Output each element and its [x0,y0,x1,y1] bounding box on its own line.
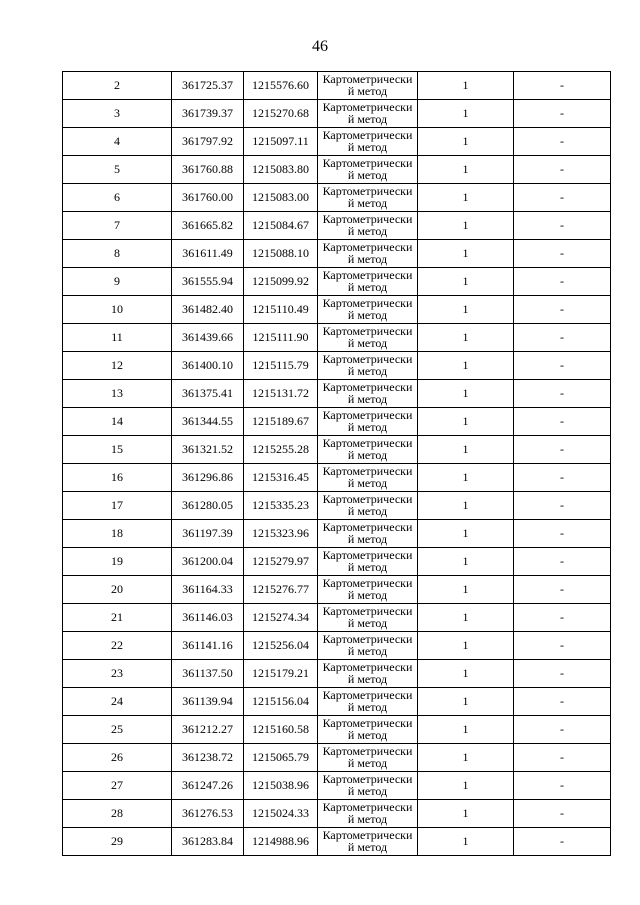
coordinates-table-body [63,72,611,856]
value-cell: 1 [418,492,514,520]
value-cell: 1 [418,352,514,380]
method-cell [318,408,418,436]
method-cell [318,604,418,632]
mark-cell: - [514,800,611,828]
point-number-cell: 23 [63,660,172,688]
method-cell [318,800,418,828]
method-text: Картометрически [322,800,413,814]
method-text: й метод [347,616,388,630]
x-coordinate-cell: 361200.04 [172,548,244,576]
method-cell [318,72,418,100]
point-number-cell: 13 [63,380,172,408]
method-text: й метод [347,224,388,238]
x-coordinate-cell: 361137.50 [172,660,244,688]
mark-cell: - [514,324,611,352]
mark-cell: - [514,716,611,744]
coordinates-table [62,71,611,856]
table-row [63,296,611,324]
method-cell [318,464,418,492]
table-row [63,128,611,156]
x-coordinate-cell: 361439.66 [172,324,244,352]
method-text: й метод [347,364,388,378]
method-text: Картометрически [322,184,413,198]
mark-cell: - [514,212,611,240]
x-coordinate-cell: 361276.53 [172,800,244,828]
x-coordinate-cell: 361197.39 [172,520,244,548]
mark-cell: - [514,632,611,660]
table-row [63,184,611,212]
value-cell: 1 [418,632,514,660]
method-text: й метод [347,588,388,602]
x-coordinate-cell: 361321.52 [172,436,244,464]
method-text: й метод [347,196,388,210]
point-number-cell: 22 [63,632,172,660]
table-row [63,156,611,184]
method-cell [318,772,418,800]
point-number-cell: 17 [63,492,172,520]
point-number-cell: 8 [63,240,172,268]
point-number-cell: 28 [63,800,172,828]
x-coordinate-cell: 361665.82 [172,212,244,240]
table-row [63,240,611,268]
point-number-cell: 18 [63,520,172,548]
x-coordinate-cell: 361400.10 [172,352,244,380]
mark-cell: - [514,520,611,548]
table-row [63,800,611,828]
method-cell [318,492,418,520]
y-coordinate-cell: 1215270.68 [244,100,318,128]
method-text: Картометрически [322,128,413,142]
value-cell: 1 [418,604,514,632]
y-coordinate-cell: 1215316.45 [244,464,318,492]
point-number-cell: 11 [63,324,172,352]
mark-cell: - [514,156,611,184]
y-coordinate-cell: 1215276.77 [244,576,318,604]
point-number-cell: 29 [63,828,172,856]
x-coordinate-cell: 361146.03 [172,604,244,632]
table-row [63,716,611,744]
table-row [63,380,611,408]
method-text: Картометрически [322,408,413,422]
method-text: Картометрически [322,716,413,730]
method-text: й метод [347,784,388,798]
value-cell: 1 [418,828,514,856]
table-row [63,744,611,772]
method-cell [318,380,418,408]
method-text: й метод [347,476,388,490]
method-cell [318,520,418,548]
method-text: Картометрически [322,660,413,674]
method-text: Картометрически [322,464,413,478]
method-text: Картометрически [322,324,413,338]
table-row [63,72,611,100]
y-coordinate-cell: 1215099.92 [244,268,318,296]
value-cell: 1 [418,156,514,184]
x-coordinate-cell: 361725.37 [172,72,244,100]
table-row [63,548,611,576]
method-text: Картометрически [322,72,413,86]
method-cell [318,268,418,296]
y-coordinate-cell: 1215084.67 [244,212,318,240]
value-cell: 1 [418,72,514,100]
point-number-cell: 3 [63,100,172,128]
y-coordinate-cell: 1215083.80 [244,156,318,184]
x-coordinate-cell: 361739.37 [172,100,244,128]
x-coordinate-cell: 361482.40 [172,296,244,324]
method-text: Картометрически [322,352,413,366]
point-number-cell: 16 [63,464,172,492]
point-number-cell: 5 [63,156,172,184]
y-coordinate-cell: 1215156.04 [244,688,318,716]
y-coordinate-cell: 1215110.49 [244,296,318,324]
y-coordinate-cell: 1215111.90 [244,324,318,352]
method-cell [318,352,418,380]
mark-cell: - [514,72,611,100]
point-number-cell: 10 [63,296,172,324]
page-number: 46 [312,38,328,55]
table-row [63,212,611,240]
method-text: й метод [347,392,388,406]
mark-cell: - [514,828,611,856]
method-text: Картометрически [322,436,413,450]
y-coordinate-cell: 1215274.34 [244,604,318,632]
mark-cell: - [514,184,611,212]
table-row [63,604,611,632]
mark-cell: - [514,772,611,800]
value-cell: 1 [418,660,514,688]
table-row [63,464,611,492]
mark-cell: - [514,128,611,156]
value-cell: 1 [418,688,514,716]
x-coordinate-cell: 361296.86 [172,464,244,492]
point-number-cell: 19 [63,548,172,576]
y-coordinate-cell: 1215088.10 [244,240,318,268]
point-number-cell: 9 [63,268,172,296]
method-text: Картометрически [322,548,413,562]
value-cell: 1 [418,128,514,156]
value-cell: 1 [418,296,514,324]
x-coordinate-cell: 361555.94 [172,268,244,296]
y-coordinate-cell: 1215576.60 [244,72,318,100]
y-coordinate-cell: 1215179.21 [244,660,318,688]
x-coordinate-cell: 361280.05 [172,492,244,520]
y-coordinate-cell: 1215065.79 [244,744,318,772]
value-cell: 1 [418,184,514,212]
x-coordinate-cell: 361760.88 [172,156,244,184]
value-cell: 1 [418,716,514,744]
table-row [63,772,611,800]
mark-cell: - [514,240,611,268]
y-coordinate-cell: 1215038.96 [244,772,318,800]
method-text: й метод [347,756,388,770]
method-text: Картометрически [322,632,413,646]
x-coordinate-cell: 361238.72 [172,744,244,772]
method-text: й метод [347,420,388,434]
value-cell: 1 [418,744,514,772]
point-number-cell: 6 [63,184,172,212]
method-cell [318,576,418,604]
x-coordinate-cell: 361247.26 [172,772,244,800]
method-text: Картометрически [322,688,413,702]
point-number-cell: 2 [63,72,172,100]
value-cell: 1 [418,240,514,268]
method-text: Картометрически [322,212,413,226]
x-coordinate-cell: 361283.84 [172,828,244,856]
method-cell [318,212,418,240]
value-cell: 1 [418,268,514,296]
x-coordinate-cell: 361344.55 [172,408,244,436]
value-cell: 1 [418,212,514,240]
y-coordinate-cell: 1215024.33 [244,800,318,828]
point-number-cell: 20 [63,576,172,604]
method-cell [318,296,418,324]
method-text: й метод [347,84,388,98]
mark-cell: - [514,380,611,408]
method-text: й метод [347,168,388,182]
table-row [63,828,611,856]
value-cell: 1 [418,324,514,352]
mark-cell: - [514,576,611,604]
mark-cell: - [514,604,611,632]
method-text: й метод [347,700,388,714]
method-cell [318,240,418,268]
method-text: Картометрически [322,576,413,590]
x-coordinate-cell: 361164.33 [172,576,244,604]
method-text: Картометрически [322,604,413,618]
table-row [63,576,611,604]
y-coordinate-cell: 1215097.11 [244,128,318,156]
value-cell: 1 [418,464,514,492]
mark-cell: - [514,548,611,576]
mark-cell: - [514,660,611,688]
y-coordinate-cell: 1215255.28 [244,436,318,464]
x-coordinate-cell: 361212.27 [172,716,244,744]
value-cell: 1 [418,772,514,800]
table-row [63,520,611,548]
value-cell: 1 [418,548,514,576]
table-row [63,352,611,380]
point-number-cell: 26 [63,744,172,772]
point-number-cell: 14 [63,408,172,436]
y-coordinate-cell: 1215323.96 [244,520,318,548]
x-coordinate-cell: 361139.94 [172,688,244,716]
method-text: й метод [347,448,388,462]
x-coordinate-cell: 361797.92 [172,128,244,156]
y-coordinate-cell: 1215256.04 [244,632,318,660]
method-cell [318,744,418,772]
table-row [63,408,611,436]
method-text: Картометрически [322,828,413,842]
y-coordinate-cell: 1215083.00 [244,184,318,212]
method-text: й метод [347,644,388,658]
method-text: й метод [347,308,388,322]
method-text: Картометрически [322,492,413,506]
method-text: Картометрически [322,296,413,310]
value-cell: 1 [418,576,514,604]
value-cell: 1 [418,800,514,828]
table-row [63,268,611,296]
mark-cell: - [514,688,611,716]
method-text: й метод [347,532,388,546]
method-text: Картометрически [322,520,413,534]
method-cell [318,156,418,184]
point-number-cell: 4 [63,128,172,156]
x-coordinate-cell: 361141.16 [172,632,244,660]
table-row [63,436,611,464]
value-cell: 1 [418,100,514,128]
y-coordinate-cell: 1215279.97 [244,548,318,576]
y-coordinate-cell: 1214988.96 [244,828,318,856]
method-cell [318,128,418,156]
method-cell [318,688,418,716]
mark-cell: - [514,492,611,520]
y-coordinate-cell: 1215115.79 [244,352,318,380]
method-text: й метод [347,112,388,126]
method-cell [318,184,418,212]
method-text: й метод [347,140,388,154]
method-text: Картометрически [322,100,413,114]
method-text: й метод [347,728,388,742]
mark-cell: - [514,408,611,436]
value-cell: 1 [418,408,514,436]
method-text: й метод [347,336,388,350]
point-number-cell: 7 [63,212,172,240]
y-coordinate-cell: 1215335.23 [244,492,318,520]
point-number-cell: 15 [63,436,172,464]
table-row [63,688,611,716]
method-text: Картометрически [322,156,413,170]
method-text: й метод [347,280,388,294]
value-cell: 1 [418,380,514,408]
method-cell [318,324,418,352]
x-coordinate-cell: 361611.49 [172,240,244,268]
table-row [63,100,611,128]
method-cell [318,660,418,688]
mark-cell: - [514,744,611,772]
mark-cell: - [514,436,611,464]
method-cell [318,436,418,464]
method-text: Картометрически [322,744,413,758]
value-cell: 1 [418,436,514,464]
point-number-cell: 24 [63,688,172,716]
table-row [63,492,611,520]
table-row [63,324,611,352]
mark-cell: - [514,296,611,324]
method-text: й метод [347,840,388,854]
method-text: й метод [347,560,388,574]
method-text: Картометрически [322,268,413,282]
point-number-cell: 12 [63,352,172,380]
method-cell [318,548,418,576]
x-coordinate-cell: 361760.00 [172,184,244,212]
method-text: Картометрически [322,772,413,786]
mark-cell: - [514,464,611,492]
mark-cell: - [514,100,611,128]
method-cell [318,828,418,856]
y-coordinate-cell: 1215189.67 [244,408,318,436]
method-text: Картометрически [322,240,413,254]
value-cell: 1 [418,520,514,548]
table-row [63,660,611,688]
method-cell [318,100,418,128]
point-number-cell: 25 [63,716,172,744]
method-cell [318,632,418,660]
method-text: й метод [347,672,388,686]
point-number-cell: 27 [63,772,172,800]
table-row [63,632,611,660]
method-cell [318,716,418,744]
method-text: й метод [347,812,388,826]
mark-cell: - [514,268,611,296]
x-coordinate-cell: 361375.41 [172,380,244,408]
method-text: й метод [347,252,388,266]
method-text: й метод [347,504,388,518]
mark-cell: - [514,352,611,380]
method-text: Картометрически [322,380,413,394]
y-coordinate-cell: 1215160.58 [244,716,318,744]
y-coordinate-cell: 1215131.72 [244,380,318,408]
point-number-cell: 21 [63,604,172,632]
